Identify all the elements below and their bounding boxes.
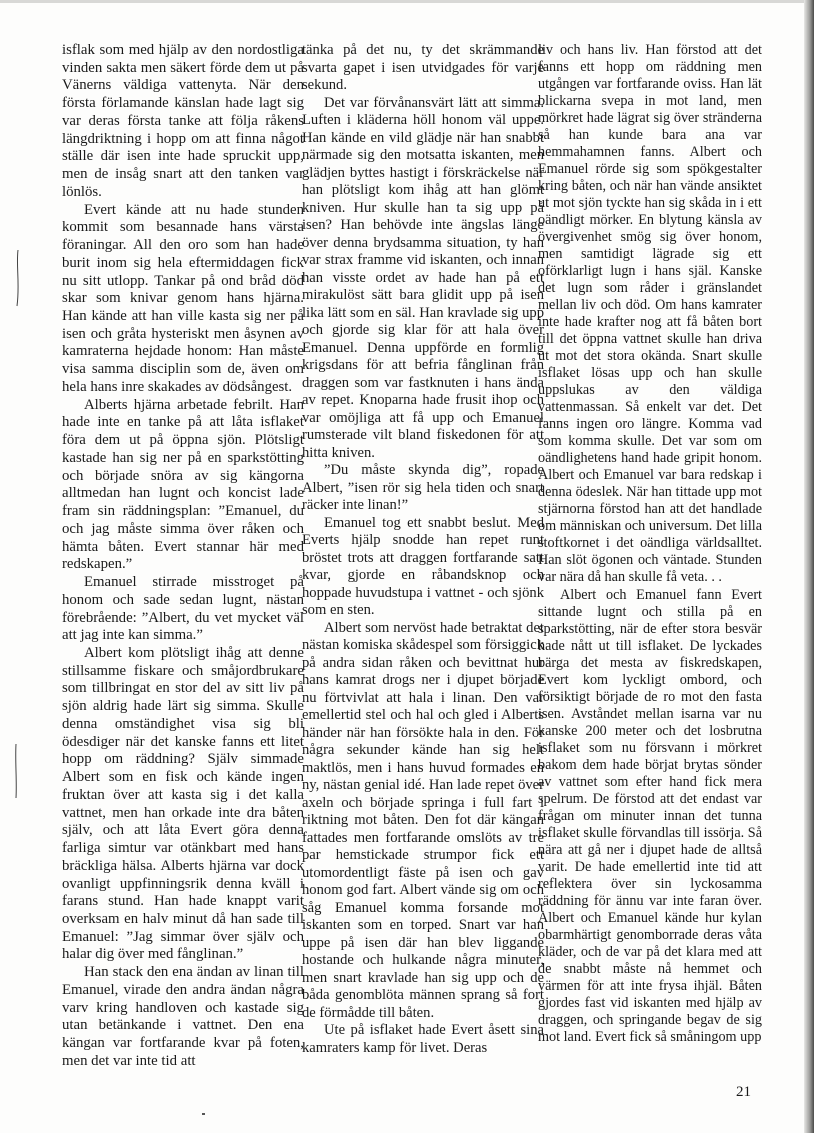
paragraph: Albert kom plötsligt ihåg att denne stillsamme fiskare och småjordbrukare som tillbringat en stor del av sitt liv på sjön aldrig hade lärt sig simma. Skulle denna omständighet visa sig bli ödesdiger när det kanske fanns ett litet hopp om räddning? Själv simmade Albert som en fisk och kände ingen fruktan över att kasta sig i det kalla vattnet, men han orkade inte dra båten själv, och att låta Evert göra denna farliga simtur var otänkbart med hans bräckliga hälsa. Alberts hjärna var dock ovanligt uppfinningsrik denna kväll i farans stund. Han hade knappt varit overksam en halv minut då han sade till Emanuel: ”Jag simmar över själv och halar dig över med fånglinan.” [62, 644, 304, 963]
margin-pencil-mark [12, 742, 20, 800]
paragraph: tänka på det nu, ty det skrämmande svarta gapet i isen utvidgades för varje sekund. [302, 42, 544, 93]
page-right-edge-shadow [804, 0, 814, 1133]
page-top-edge [0, 0, 814, 3]
page-number: 21 [736, 1084, 751, 1100]
paragraph: isflak som med hjälp av den nordostliga vinden sakta men säkert förde dem ut på Vänerns väldiga vattenyta. När den första förlamande känslan hade lagt sig var deras första tanke att följa råkens längdriktning i hopp om att finna något ställe där isen inte hade spruckit upp, men de insåg snart att den tanken var lönlös. [62, 42, 304, 200]
paragraph: Alberts hjärna arbetade febrilt. Han hade inte en tanke på att låta isflaket föra dem ut på öppna sjön. Plötsligt kastade han sig ner på en sparkstötting och började snöra av sig kängorna alltmedan han lugnt och koncist lade fram sin räddningsplan: ”Emanuel, du och jag måste simma över råken och hämta båten. Evert stannar här med redskapen.” [62, 396, 304, 573]
paragraph: Emanuel stirrade misstroget på honom och sade sedan lugnt, nästan förebrående: ”Albert, du vet mycket väl att jag inte kan simma.” [62, 574, 304, 644]
paragraph: Ute på isflaket hade Evert åsett sina kamraters kamp för livet. Deras [302, 1022, 544, 1056]
text-column-1 [62, 42, 304, 1071]
paragraph: Det var förvånansvärt lätt att simma. Luften i kläderna höll honom väl uppe. Han kände en vild glädje när han snabbt närmade sig den motsatta iskanten, men glädjen byttes hastigt i förskräckelse när han plötsligt kom ihåg att han glömt kniven. Hur skulle han ta sig upp på isen? Han behövde inte ängslas länge över denna brydsamma situation, ty han var strax framme vid iskanten, och innan han visste ordet av hade han på ett mirakulöst sätt bara glidit upp på isen lika lätt som en säl. Han kravlade sig upp och gjorde sig klar för att hala över Emanuel. Denna uppförde en formlig krigsdans för att befria fånglinan från draggen som var fastknuten i hans ända av repet. Knoparna hade frusit ihop och var omöjliga att få upp och Emanuel rumsterade vilt bland fiskedonen för att hitta kniven. [302, 94, 544, 461]
paragraph: Albert som nervöst hade betraktat det nästan komiska skådespel som försiggick på andra sidan råken och bevittnat hur hans kamrat drogs ner i djupet började nu förtvivlat att hala i linan. Den var emellertid stel och hal och gled i Alberts händer när han försökte hala in den. För några sekunder kände han sig helt maktlös, men i hans huvud formades en ny, nästan genial idé. Han lade repet över axeln och började springa i full fart i riktning mot båten. Den fot där kängan fattades men fortfarande omslöts av tre par hemstickade strumpor fick ett utomordentligt fäste på isen och gav honom god fart. Albert vände sig om och såg Emanuel komma forsande mot iskanten som en torped. Snart var han uppe på isen där han blev liggande hostande och hulkande några minuter, men snart kravlade han sig upp och de båda genomblöta männen sprang så fort de förmådde till båten. [302, 619, 544, 1021]
print-speck [202, 1113, 205, 1115]
margin-pencil-mark [14, 248, 22, 308]
paragraph: ”Du måste skynda dig”, ropade Albert, ”isen rör sig hela tiden och snart räcker inte linan!” [302, 462, 544, 513]
text-column-2 [302, 42, 544, 1057]
paragraph: Albert och Emanuel fann Evert sittande lugnt och stilla på en sparkstötting, när de efter stora besvär hade nått ut till isflaket. De lyckades bärga det mesta av fiskredskapen, Evert kom lyckligt ombord, och försiktigt började de ro mot den fasta isen. Avståndet mellan isarna var nu kanske 200 meter och det losbrutna isflaket som nu försvann i mörkret bakom dem hade börjat brytas sönder av vattnet som efter hand fick mera spelrum. De förstod att det endast var frågan om minuter innan det tunna isflaket skulle förvandlas till issörja. Så nära att gå ner i djupet hade de alltså varit. De hade emellertid inte tid att reflektera över sin lyckosamma räddning för ännu var inte faran över. Albert och Emanuel kände hur kylan obarmhärtigt genomborrade deras våta kläder, och de var på det klara med att de snabbt måste nå hemmet och värmen för att inte frysa ihjäl. Båten gjordes fast vid iskanten med hjälp av draggen, och springande begav de sig mot land. Evert fick så småningom upp [538, 586, 762, 1045]
paragraph: Evert kände att nu hade stunden kommit som besannade hans värsta föraningar. All den oro som han hade burit inom sig hela eftermiddagen fick nu sitt utlopp. Tankar på ond bråd död skar som knivar genom hans hjärna. Han kände att han ville kasta sig ner på isen och gråta hysteriskt men åsynen av kamraterna hejdade honom: Han måste visa samma disciplin som de, även om hela hans inre skakades av dödsångest. [62, 201, 304, 395]
paragraph: Emanuel tog ett snabbt beslut. Med Everts hjälp snodde han repet runt bröstet trots att draggen fortfarande satt kvar, gjorde en råbandsknop och hoppade huvudstupa i vattnet - och sjönk som en sten. [302, 514, 544, 618]
paragraph: Han stack den ena ändan av linan till Emanuel, virade den andra ändan några varv kring handloven och kastade sig utan betänkande i vattnet. Den ena kängan var fortfarande kvar på foten, men det var inte tid att [62, 964, 304, 1069]
paragraph: liv och hans liv. Han förstod att det fanns ett hopp om räddning men utgången var fortfarande oviss. Han lät blickarna svepa in mot land, men mörkret hade lägrat sig över stränderna så han kunde bara ana var hemmahamnen fanns. Albert och Emanuel rörde sig som spökgestalter kring båten, och när han vände ansiktet ut mot sjön tyckte han sig skåda in i ett oändligt mörker. En blytung känsla av övergivenhet smög sig över honom, men samtidigt lägrade sig ett oförklarligt lugn i hans själ. Kanske det lugn som råder i gränslandet mellan liv och död. Om hans kamrater inte hade krafter nog att få båten bort till det öppna vattnet skulle han driva ut mot det stora okända. Snart skulle isflaket lösas upp och han skulle uppslukas av den väldiga vattenmassan. Så enkelt var det. Det fanns ingen oro längre. Komma vad som komma skulle. Det var som om oändlighetens hand hade gripit honom. Albert och Emanuel var bara redskap i denna ödeslek. När han tittade upp mot stjärnorna förstod han att det handlade om människan och universum. Det lilla stoftkornet i det oändliga världsalltet. Han slöt ögonen och väntade. Stunden var nära då han skulle få veta. . . [538, 42, 762, 586]
text-column-3 [538, 42, 762, 1046]
